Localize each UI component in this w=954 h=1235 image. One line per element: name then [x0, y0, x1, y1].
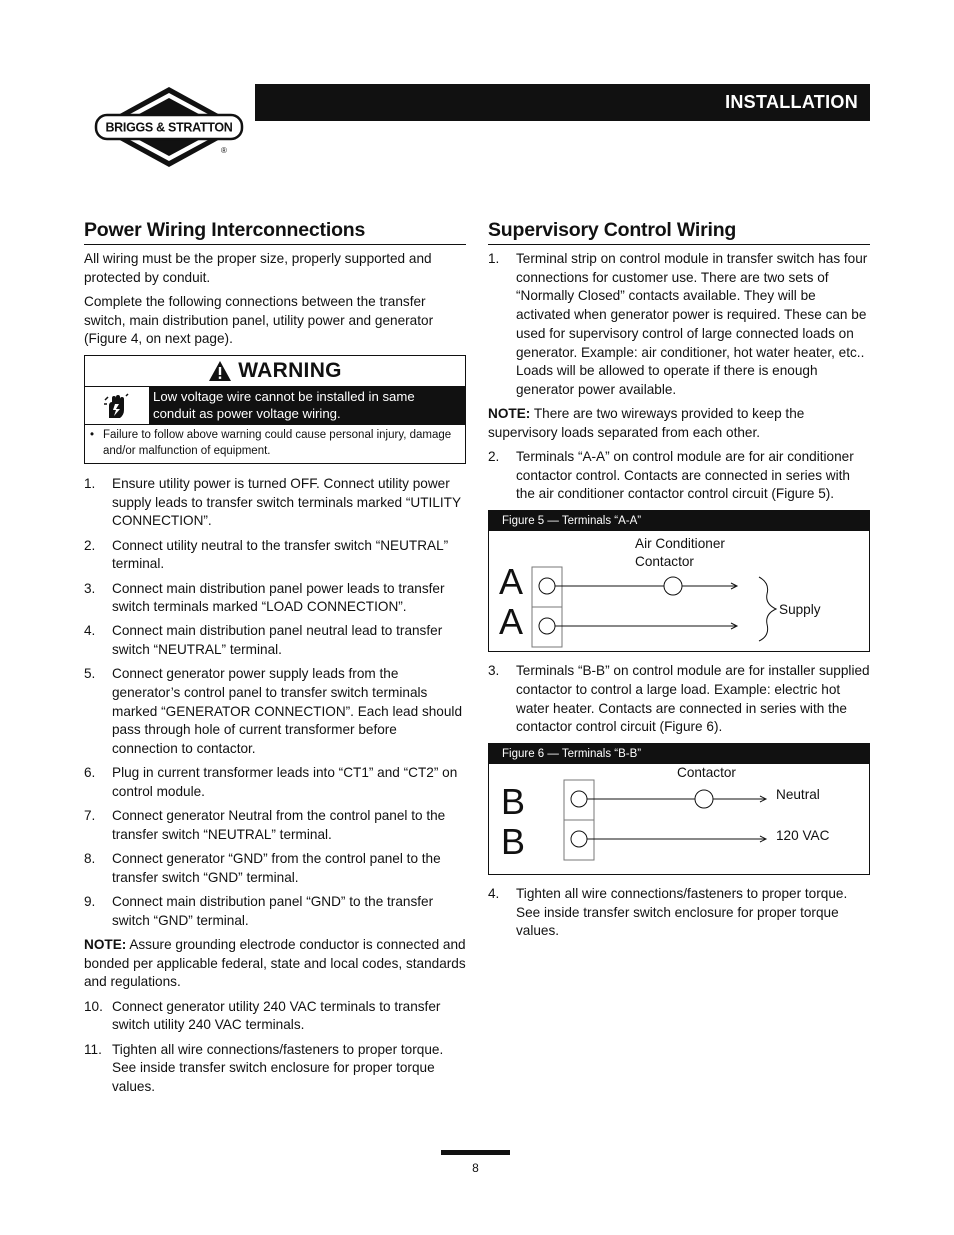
- terminal-label: A: [499, 561, 524, 603]
- supply-brace: [759, 577, 776, 641]
- registered-mark: ®: [221, 146, 227, 155]
- terminal-screw: [571, 791, 587, 807]
- list-item: 11. Tighten all wire connections/fasteners to proper torque. See inside transfer switch enclosure for proper torque values.: [84, 1041, 444, 1094]
- section-header-bar: [255, 84, 870, 121]
- list-item: 1. Terminal strip on control module in transfer switch has four connections for customer use. There are two sets of “Normally Closed” contacts available. They will be activated when generator power is required. These can be used for supervisory control of large connected loads on generator. Example: air conditioner, hot water heater, etc.. Loads will be allowed to operate if there is enough generator power available.: [488, 251, 868, 397]
- contactor-coil: [695, 790, 713, 808]
- list-item: 4. Tighten all wire connections/fasteners to proper torque. See inside transfer switch enclosure for proper torque values.: [488, 885, 848, 939]
- paragraph: All wiring must be the proper size, properly supported and protected by conduit.: [84, 251, 432, 285]
- contactor-label: Contactor: [677, 764, 736, 780]
- contactor-label: Air Conditioner: [635, 536, 725, 552]
- list-item: 4. Connect main distribution panel neutral lead to transfer switch “NEUTRAL” terminal.: [84, 623, 443, 658]
- paragraph: Complete the following connections between the transfer switch, main distribution panel, utility power and generator (Figure 4, on next page).: [84, 293, 434, 347]
- wireway-note: [488, 405, 870, 442]
- list-item: 7. Connect generator Neutral from the control panel to the transfer switch “NEUTRAL” terminal.: [84, 808, 446, 842]
- note-label: NOTE:: [84, 936, 127, 952]
- warning-box: [84, 355, 466, 464]
- briggs-stratton-logo: [94, 85, 244, 169]
- figure-6-caption: Figure 6 — Terminals “B-B”: [489, 744, 869, 764]
- terminal-screw: [539, 578, 555, 594]
- terminal-label: B: [501, 780, 526, 822]
- list-item: 5. Connect generator power supply leads from the generator’s control panel to transfer switch terminals marked “GENERATOR CONNECTION”. Each lead should pass through hole of current transformer before connection to contactor.: [84, 666, 463, 757]
- list-item: 3. Connect main distribution panel power leads to transfer switch terminals marked “LOAD CONNECTION”.: [84, 580, 445, 615]
- contactor-coil: [664, 577, 682, 595]
- terminal-label: A: [499, 601, 524, 643]
- figure-5-caption: Figure 5 — Terminals “A-A”: [489, 511, 869, 531]
- warning-message: Low voltage wire cannot be installed in same conduit as power voltage wiring.: [149, 387, 465, 424]
- list-item: 8. Connect generator “GND” from the control panel to the transfer switch “GND” terminal.: [84, 851, 441, 885]
- logo-text: BRIGGS & STRATTON: [105, 120, 233, 135]
- warning-header: [85, 356, 465, 386]
- figure-5-diagram: [489, 531, 869, 651]
- terminal-screw: [539, 618, 555, 634]
- list-item: 3. Terminals “B-B” on control module are for installer supplied contactor to control a large load. Example: electric hot water heater. Contacts are connected in series with the contactor control circuit (Figure 6).: [488, 663, 870, 735]
- power-wiring-heading: Power Wiring Interconnections: [84, 219, 466, 245]
- figure-6: [488, 743, 870, 875]
- power-wiring-steps-continued: [84, 998, 466, 1097]
- right-column: [488, 219, 870, 947]
- section-title: INSTALLATION: [725, 92, 858, 112]
- supervisory-wiring-heading: Supervisory Control Wiring: [488, 219, 870, 245]
- terminal-screw: [571, 831, 587, 847]
- terminal-label: B: [501, 820, 526, 862]
- electrical-hazard-icon: [85, 387, 149, 424]
- list-item: 2. Connect utility neutral to the transfer switch “NEUTRAL” terminal.: [84, 537, 449, 572]
- note-text: Assure grounding electrode conductor is connected and bonded per applicable federal, state and local codes, standards and regulations.: [84, 936, 466, 990]
- figure-5: [488, 510, 870, 652]
- figure-6-diagram: [489, 764, 869, 874]
- page-number-tab: [441, 1150, 510, 1155]
- list-item: 1. Ensure utility power is turned OFF. Connect utility power supply leads to transfer switch terminals marked “UTILITY CONNECTION”.: [84, 476, 461, 529]
- page-number: 8: [472, 1161, 479, 1175]
- warning-triangle-icon: [208, 360, 232, 382]
- warning-note: [85, 424, 465, 463]
- neutral-label: Neutral: [776, 786, 820, 802]
- warning-note-text: Failure to follow above warning could cause personal injury, damage and/or malfunction of equipment.: [103, 429, 452, 458]
- note-label: NOTE:: [488, 406, 531, 422]
- list-item: 2. Terminals “A-A” on control module are for air conditioner contactor control. Contacts are connected in series with the air conditioner contactor control circuit (Figure 5).: [488, 449, 854, 502]
- list-item: 9. Connect main distribution panel “GND” to the transfer switch “GND” terminal.: [84, 894, 434, 928]
- list-item: 10. Connect generator utility 240 VAC terminals to transfer switch utility 240 VAC terminals.: [84, 998, 441, 1033]
- vac-label: 120 VAC: [776, 827, 830, 843]
- left-column: [84, 219, 466, 1102]
- supply-label: Supply: [779, 602, 821, 618]
- contactor-label: Contactor: [635, 554, 694, 570]
- note-text: There are two wireways provided to keep the supervisory loads separated from each other.: [488, 406, 805, 440]
- power-wiring-steps: [84, 475, 466, 930]
- list-item: 6. Plug in current transformer leads into “CT1” and “CT2” on control module.: [84, 765, 458, 800]
- grounding-note: [84, 936, 466, 992]
- bullet: •: [90, 429, 95, 442]
- warning-title: WARNING: [238, 359, 342, 383]
